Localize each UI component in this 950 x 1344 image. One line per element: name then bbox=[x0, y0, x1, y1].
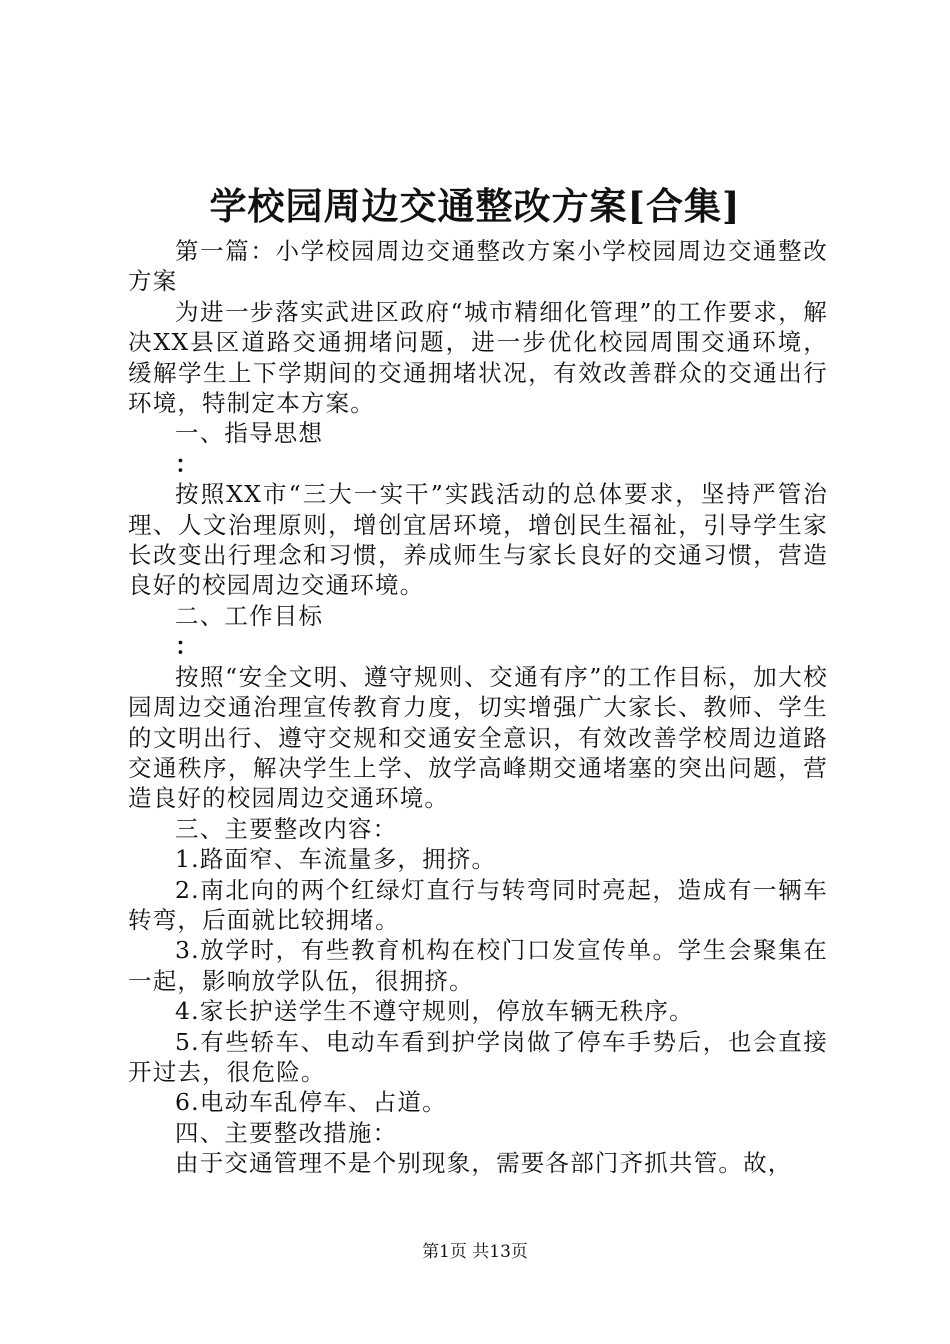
section-heading-guiding-thought: 一、指导思想 bbox=[175, 419, 324, 448]
page-footer: 第1页 共13页 bbox=[422, 1242, 528, 1262]
section-heading-work-goal: 二、工作目标 bbox=[175, 601, 324, 630]
paragraph-heading-part1: 第一篇：小学校园周边交通整改方案小学校园周边交通整改方案 bbox=[128, 237, 828, 296]
list-item-issue-6: 6.电动车乱停车、占道。 bbox=[175, 1088, 447, 1117]
list-item-issue-2: 2.南北向的两个红绿灯直行与转弯同时亮起，造成有一辆车转弯，后面就比较拥堵。 bbox=[128, 875, 828, 934]
section-colon: ： bbox=[175, 632, 200, 661]
document-title: 学校园周边交通整改方案[合集] bbox=[209, 184, 741, 228]
paragraph-guiding-thought: 按照XX市“三大一实干”实践活动的总体要求，坚持严管治理、人文治理原则，增创宜居环境，增创民生福祉，引导学生家长改变出行理念和习惯，养成师生与家长良好的交通习惯，营造良好的校园周边交通环境。 bbox=[128, 480, 828, 600]
list-item-issue-5: 5.有些轿车、电动车看到护学岗做了停车手势后，也会直接开过去，很危险。 bbox=[128, 1027, 828, 1086]
paragraph-intro: 为进一步落实武进区政府“城市精细化管理”的工作要求，解决XX县区道路交通拥堵问题，进一步优化校园周围交通环境，缓解学生上下学期间的交通拥堵状况，有效改善群众的交通出行环境，特制定本方案。 bbox=[128, 297, 828, 418]
list-item-issue-3: 3.放学时，有些教育机构在校门口发宣传单。学生会聚集在一起，影响放学队伍，很拥挤。 bbox=[128, 936, 828, 995]
document-body bbox=[128, 236, 828, 1179]
section-heading-main-measures: 四、主要整改措施： bbox=[175, 1118, 398, 1147]
section-colon: ： bbox=[175, 449, 200, 478]
section-heading-main-issues: 三、主要整改内容： bbox=[175, 814, 398, 843]
list-item-issue-1: 1.路面窄、车流量多，拥挤。 bbox=[175, 845, 497, 874]
paragraph-measures: 由于交通管理不是个别现象，需要各部门齐抓共管。故， bbox=[175, 1149, 793, 1178]
paragraph-work-goal: 按照“安全文明、遵守规则、交通有序”的工作目标，加大校园周边交通治理宣传教育力度，切实增强广大家长、教师、学生的文明出行、遵守交规和交通安全意识，有效改善学校周边道路交通秩序，解决学生上学、放学高峰期交通堵塞的突出问题，营造良好的校园周边交通环境。 bbox=[128, 662, 828, 813]
list-item-issue-4: 4.家长护送学生不遵守规则，停放车辆无秩序。 bbox=[175, 997, 694, 1026]
